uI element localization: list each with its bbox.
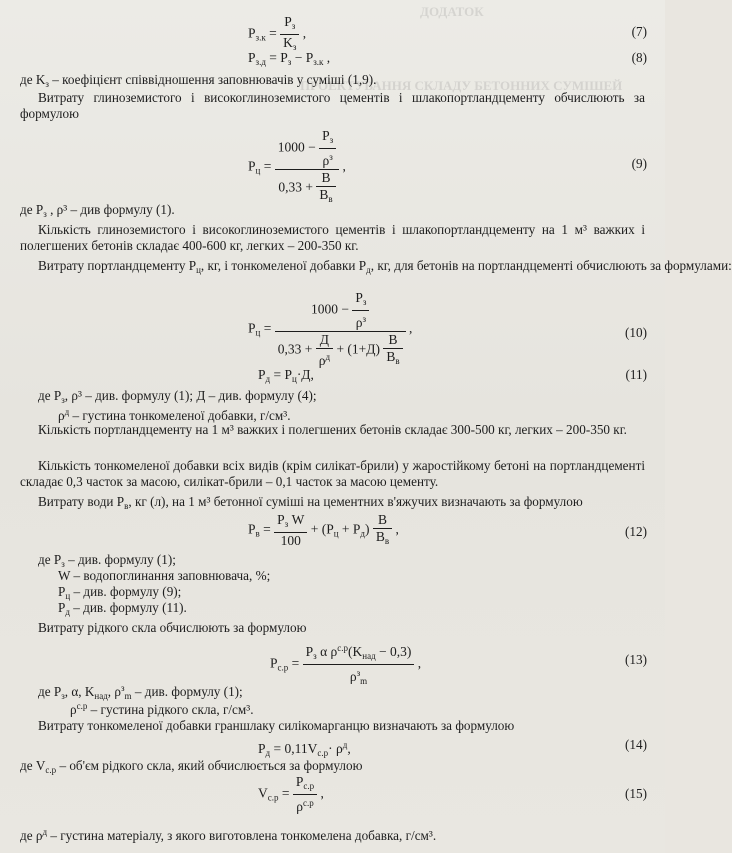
equation-10: $P_ц$ = 1000 − $\frac{P_з}{\rho^з}$ 0,33 + $\frac{Д}{\rho^д}$ + (1+Д) $\frac{B}{B_в}$ ,: [248, 290, 413, 368]
equation-number-11: (11): [625, 367, 647, 382]
equation-number-13: (13): [625, 652, 647, 667]
equation-number-12: (12): [625, 524, 647, 539]
equation-number-9: (9): [631, 156, 647, 171]
equation-12: $P_в$ = $\frac{P_з W}{100}$ + $(P_ц + P_д)$ $\frac{B}{B_в}$ ,: [248, 512, 399, 548]
paragraph-additive-amount: Кількість тонкомеленої добавки всіх видів (крім силікат-брили) у жаростійкому бетоні на портландцементі складає 0,3 часток за масою, силікат-брили – 0,1 часток за масою цементу.: [20, 458, 645, 489]
paragraph-cement-formula: Витрату глиноземистого і високоглиноземистого цементів і шлакопортландцементу обчислюють за формулою: [20, 90, 645, 121]
document-page: ДОДАТОК ПРОЕКТУВАННЯ СКЛАДУ БЕТОННИХ СУМІШЕЙ $P_{з.к}$ = $\frac{P_з}{K_з}$ , (7) $P_{з.д} = P_з - P_{з.к}$ , (8) де $K_з$ – коефіцієнт співвідношення заповнювачів у суміші (1,9). Витрату глиноземистого і високоглиноземистого цементів і шлакопортландцементу обчислюють за формулою $P_ц$ = 1000 − $\frac{P_з}{\rho^з}$ 0,33 + $\frac{B}{B_в}$ , (9) де $P_з$ , ρ³ – див формулу (1). Кількість глиноземистого і високоглиноземистого цементів і шлакопортландцементу на 1 м³ важких і полегшених бетонів складає 400-600 кг, легких – 200-350 кг. Витрату портландцементу $P_ц$, кг, і тонкомеленої добавки $P_д$, кг, для бетонів на портландцементі обчислюють за формулами: $P_ц$ = 1000 − $\frac{P_з}{\rho^з}$ 0,33 + $\frac{Д}{\rho^д}$ + (1+Д) $\frac{B}{B_в}$ , (10) $P_д = P_ц\cdot Д$, (11) де $P_з$, ρ³ – див. формулу (1); Д – див. формулу (4); $\rho^д$ – густина тонкомеленої добавки, г/см³. Кількість портландцементу на 1 м³ важких і полегшених бетонів складає 300-500 кг, легких – 200-350 кг. Кількість тонкомеленої добавки всіх видів (крім силікат-брили) у жаростійкому бетоні на портландцементі складає 0,3 часток за масою, силікат-брили – 0,1 часток за масою цементу. Витрату води $P_в$, кг (л), на 1 м³ бетонної суміші на цементних в'яжучих визначають за формулою $P_в$ = $\frac{P_з W}{100}$ + $(P_ц + P_д)$ $\frac{B}{B_в}$ , (12) де $P_з$ – див. формулу (1); W – водопоглинання заповнювача, %; $P_ц$ – див. формулу (9); $P_д$ – див. формулу (11). Витрату рідкого скла обчислюють за формулою $P_{с.р}$ = $\frac{P_з \alpha \rho^{с.р}(K_{над} - 0,3)}{\rho^з_m}$ , (13) де $P_з$, α, $K_{над}$, $\rho^з_m$ – див. формулу (1); $\rho^{с.р}$ – густина рідкого скла, г/см³. Витрату тонкомеленої добавки граншлаку силікомарганцю визначають за формулою $P_д = 0,11V_{с.р}\cdot \rho^д$, (14) де $V_{с.р} - об'єм$ рідкого скла, який обчислюється за формулою $V_{с.р}$ = $\frac{P_{с.р}}{\rho^{с.р}}$ , (15) де $\rho^д$ – густина матеріалу, з якого виготовлена тонкомелена добавка, г/см³.: [0, 0, 665, 853]
paragraph-portland-amount: Кількість портландцементу на 1 м³ важких і полегшених бетонів складає 300-500 кг, легких – 200-350 кг.: [38, 422, 627, 437]
equation-13: $P_{с.р}$ = $\frac{P_з \alpha \rho^{с.р}(K_{над} - 0,3)}{\rho^з_m}$ ,: [270, 640, 421, 689]
bleed-through-decoration: ПРОЕКТУВАННЯ СКЛАДУ БЕТОННИХ СУМІШЕЙ: [300, 78, 623, 93]
equation-number-7: (7): [631, 24, 647, 39]
equation-number-10: (10): [625, 325, 647, 340]
equation-15: $V_{с.р}$ = $\frac{P_{с.р}}{\rho^{с.р}}$ ,: [258, 774, 324, 814]
equation-number-15: (15): [625, 786, 647, 801]
bleed-through-decoration: ДОДАТОК: [420, 4, 484, 19]
equation-14: $P_д = 0,11V_{с.р}\cdot \rho^д$,: [258, 740, 351, 758]
equation-9: $P_ц$ = 1000 − $\frac{P_з}{\rho^з}$ 0,33 + $\frac{B}{B_в}$ ,: [248, 128, 346, 207]
equation-8: $P_{з.д} = P_з - P_{з.к}$ ,: [248, 50, 331, 67]
equation-number-14: (14): [625, 737, 647, 752]
equation-number-8: (8): [631, 50, 647, 65]
equation-11: $P_д = P_ц\cdot Д$,: [258, 367, 314, 384]
equation-7: $P_{з.к}$ = $\frac{P_з}{K_з}$ ,: [248, 14, 306, 55]
paragraph-cement-amount: Кількість глиноземистого і високоглиноземистого цементів і шлакопортландцементу на 1 м³ важких і полегшених бетонів складає 400-600 кг, легких – 200-350 кг.: [20, 222, 645, 253]
